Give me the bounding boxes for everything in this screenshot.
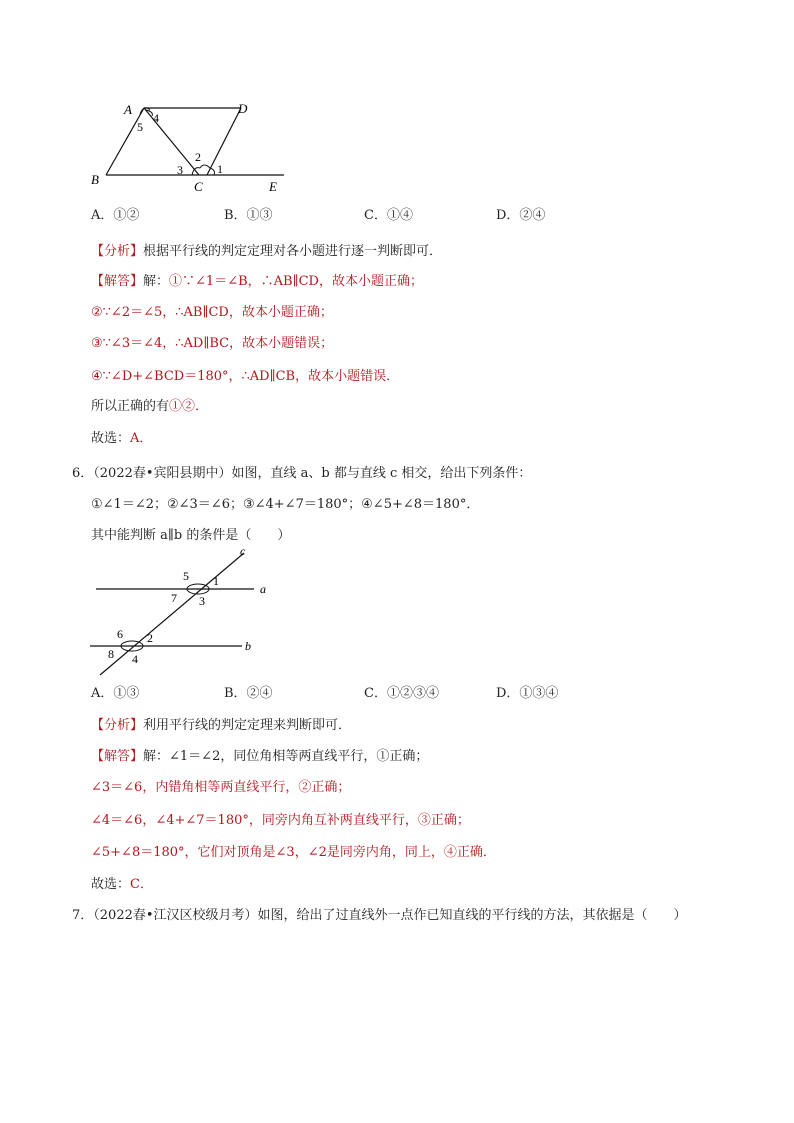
fig1-label-C: C	[194, 179, 203, 194]
q5-answer-line-2: ②∵∠2＝∠5，∴AB∥CD，故本小题正确；	[91, 305, 333, 320]
fig1-angle-2: 2	[195, 150, 201, 164]
q7-stem: 7．（2022春•江汉区校级月考）如图，给出了过直线外一点作已知直线的平行线的方法，其依据是（ ）	[72, 908, 687, 923]
q5-answer-line-1	[91, 273, 423, 291]
q6-analysis	[91, 717, 351, 735]
fig2-angle-1: 1	[213, 574, 219, 588]
q6-option-d[interactable]: D．①③④	[496, 686, 559, 701]
fig1-label-A: A	[124, 102, 132, 117]
fig1-angle-3: 3	[177, 163, 183, 177]
q5-option-c[interactable]: C．①④	[364, 208, 413, 223]
fig2-angle-7: 7	[171, 591, 177, 605]
choice-pre: 故选：	[91, 431, 131, 446]
fig1-label-D: D	[238, 101, 248, 116]
fig2-angle-2: 2	[147, 631, 153, 645]
fig2-label-a: a	[260, 582, 266, 596]
fig1-angle-1: 1	[217, 162, 223, 176]
fig2-label-c: c	[240, 545, 246, 558]
fig2-angle-6: 6	[117, 627, 123, 641]
conclusion-pre: 所以正确的有	[91, 399, 170, 414]
q5-option-d[interactable]: D．②④	[496, 208, 546, 223]
fig1-label-E: E	[269, 179, 277, 194]
q5-option-a[interactable]: A．①②	[91, 208, 140, 223]
answer-tag: 【解答】	[91, 749, 144, 764]
fig1-angle-5: 5	[137, 120, 143, 134]
answer-tag: 【解答】	[91, 274, 144, 289]
analysis-tag: 【分析】	[91, 244, 144, 259]
q5-conclusion	[91, 398, 208, 416]
parallelogram-figure	[84, 96, 304, 196]
choice-val: C．	[130, 877, 153, 892]
q6-option-a[interactable]: A．①③	[91, 686, 140, 701]
q6-stem: 6．（2022春•宾阳县期中）如图，直线 a、b 都与直线 c 相交，给出下列条件：	[72, 466, 532, 481]
analysis-tag: 【分析】	[91, 718, 144, 733]
fig2-angle-8: 8	[108, 647, 114, 661]
q6-answer-line-2: ∠3＝∠6，内错角相等两直线平行，②正确；	[91, 780, 351, 795]
analysis-text: 根据平行线的判定定理对各小题进行逐一判断即可．	[143, 244, 443, 259]
fig1-label-B: B	[91, 172, 99, 187]
fig2-angle-5: 5	[183, 569, 189, 583]
q6-answer-line-1	[91, 748, 428, 766]
answer-step-1: ①∵∠1＝∠B，∴AB∥CD，故本小题正确；	[169, 274, 423, 289]
fig2-angle-3: 3	[199, 594, 205, 608]
q5-choice	[91, 430, 152, 448]
q6-question: 其中能判断 a∥b 的条件是（ ）	[91, 528, 291, 543]
q6-option-c[interactable]: C．①②③④	[364, 686, 439, 701]
fig2-label-b: b	[245, 639, 251, 653]
q5-analysis	[91, 243, 442, 261]
parallel-lines-figure	[86, 545, 286, 680]
fig2-angle-4: 4	[132, 652, 138, 666]
q5-option-b[interactable]: B．①③	[224, 208, 273, 223]
choice-pre: 故选：	[91, 877, 131, 892]
q6-conditions: ①∠1＝∠2；②∠3＝∠6；③∠4+∠7＝180°；④∠5+∠8＝180°．	[91, 497, 480, 512]
q6-option-b[interactable]: B．②④	[224, 686, 273, 701]
q6-answer-line-3: ∠4＝∠6，∠4+∠7＝180°，同旁内角互补两直线平行，③正确；	[91, 813, 470, 828]
q5-answer-line-4: ④∵∠D+∠BCD＝180°，∴AD∥CB，故本小题错误．	[91, 369, 400, 384]
q6-choice	[91, 876, 153, 894]
answer-head: 解：	[143, 274, 170, 289]
answer-head: 解：∠1＝∠2，同位角相等两直线平行，①正确；	[143, 749, 429, 764]
q5-answer-line-3: ③∵∠3＝∠4，∴AD∥BC，故本小题错误；	[91, 336, 334, 351]
fig1-angle-4: 4	[153, 111, 159, 125]
conclusion-val: ①②．	[169, 399, 209, 414]
q6-answer-line-4: ∠5+∠8＝180°，它们对顶角是∠3，∠2是同旁内角，同上，④正确．	[91, 845, 496, 860]
analysis-text: 利用平行线的判定定理来判断即可．	[143, 718, 352, 733]
choice-val: A．	[130, 431, 153, 446]
